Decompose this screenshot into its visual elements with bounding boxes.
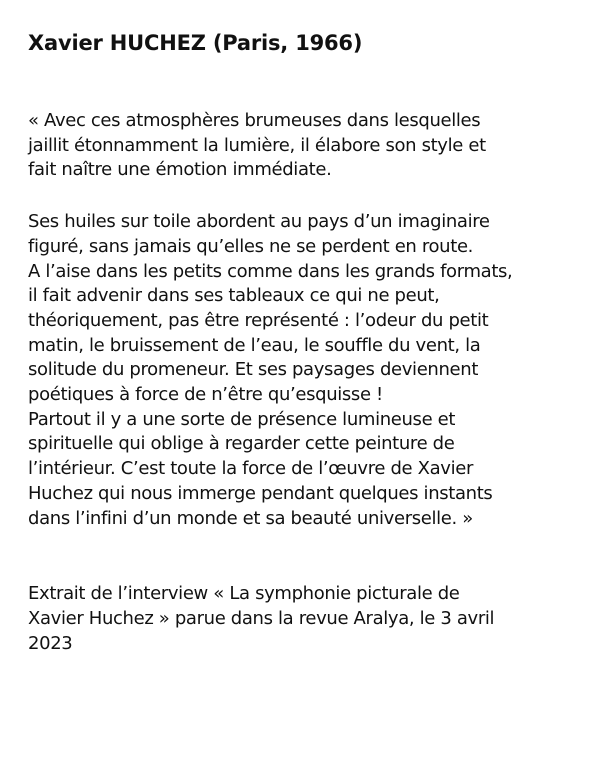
text-line: figuré, sans jamais qu’elles ne se perdent en route. (28, 235, 474, 257)
text-line: matin, le bruissement de l’eau, le souffle du vent, la (28, 334, 481, 356)
text-line: poétiques à force de n’être qu’esquisse ! (28, 384, 383, 406)
text-line: solitude du promeneur. Et ses paysages deviennent (28, 359, 479, 381)
source-citation (28, 582, 573, 656)
text-line: fait naître une émotion immédiate. (28, 159, 332, 181)
text-line: A l’aise dans les petits comme dans les grands formats, (28, 260, 513, 282)
document (28, 30, 573, 656)
text-line: Extrait de l’interview « La symphonie picturale de (28, 583, 460, 605)
text-line: il fait advenir dans ses tableaux ce qui ne peut, (28, 285, 440, 307)
quote-paragraph-intro (28, 109, 573, 183)
text-line: théoriquement, pas être représenté : l’odeur du petit (28, 309, 489, 331)
text-line: Huchez qui nous immerge pendant quelques instants (28, 482, 493, 504)
quote-paragraph-body (28, 210, 573, 531)
text-line: Xavier Huchez » parue dans la revue Aralya, le 3 avril (28, 607, 495, 629)
text-line: jaillit étonnamment la lumière, il élabore son style et (28, 134, 486, 156)
text-line: « Avec ces atmosphères brumeuses dans lesquelles (28, 110, 481, 131)
text-line: dans l’infini d’un monde et sa beauté universelle. » (28, 507, 473, 529)
text-line: spirituelle qui oblige à regarder cette peinture de (28, 433, 455, 455)
text-line: 2023 (28, 632, 73, 654)
text-line: Partout il y a une sorte de présence lumineuse et (28, 408, 456, 430)
text-line: Ses huiles sur toile abordent au pays d’un imaginaire (28, 211, 490, 233)
text-line: l’intérieur. C’est toute la force de l’œuvre de Xavier (28, 458, 474, 480)
artist-title: Xavier HUCHEZ (Paris, 1966) (28, 31, 363, 55)
